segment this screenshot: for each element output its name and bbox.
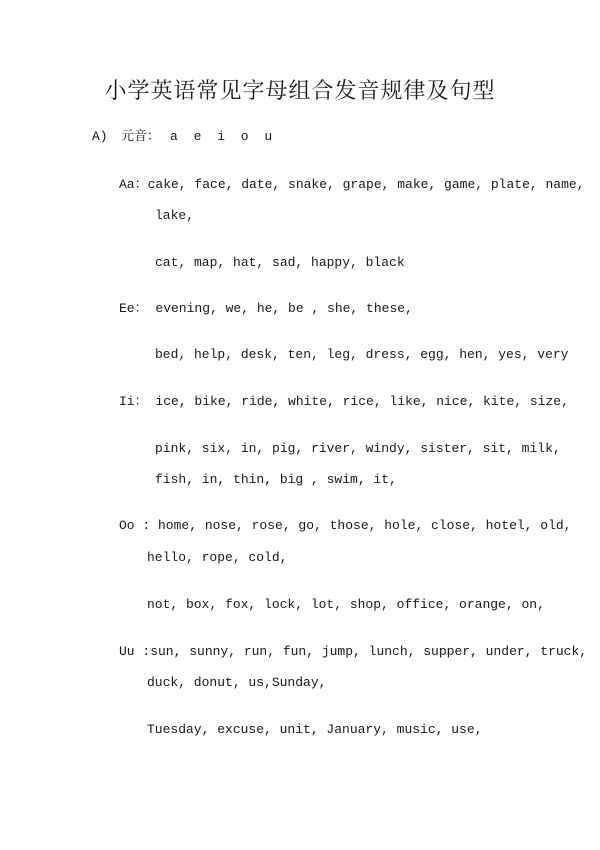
aa-line-2: lake, — [155, 208, 195, 223]
section-heading: 元音： — [121, 129, 161, 144]
ee-line-2: bed, help, desk, ten, leg, dress, egg, hen, yes, very — [155, 347, 569, 362]
section-label: A) — [92, 129, 108, 144]
oo-line-3: not, box, fox, lock, lot, shop, office, orange, on, — [147, 597, 545, 612]
aa-line-3: cat, map, hat, sad, happy, black — [155, 255, 405, 270]
ii-line-3: fish, in, thin, big , swim, it, — [155, 472, 397, 487]
vowel-list: a e i o u — [170, 129, 277, 144]
uu-line-3: Tuesday, excuse, unit, January, music, use, — [147, 722, 483, 737]
oo-line-2: hello, rope, cold, — [147, 550, 288, 565]
oo-line-1: Oo : home, nose, rose, go, those, hole, close, hotel, old, — [119, 518, 572, 533]
page-title: 小学英语常见字母组合发音规律及句型 — [104, 79, 496, 104]
ee-line-1: Ee： evening, we, he, be , she, these, — [119, 301, 413, 316]
aa-line-1: Aa：cake, face, date, snake, grape, make, game, plate, name, — [119, 177, 585, 192]
ii-line-1: Ii： ice, bike, ride, white, rice, like, nice, kite, size, — [119, 394, 569, 409]
uu-line-2: duck, donut, us,Sunday, — [147, 675, 327, 690]
ii-line-2: pink, six, in, pig, river, windy, sister, sit, milk, — [155, 441, 561, 456]
uu-line-1: Uu :sun, sunny, run, fun, jump, lunch, supper, under, truck, — [119, 644, 588, 659]
